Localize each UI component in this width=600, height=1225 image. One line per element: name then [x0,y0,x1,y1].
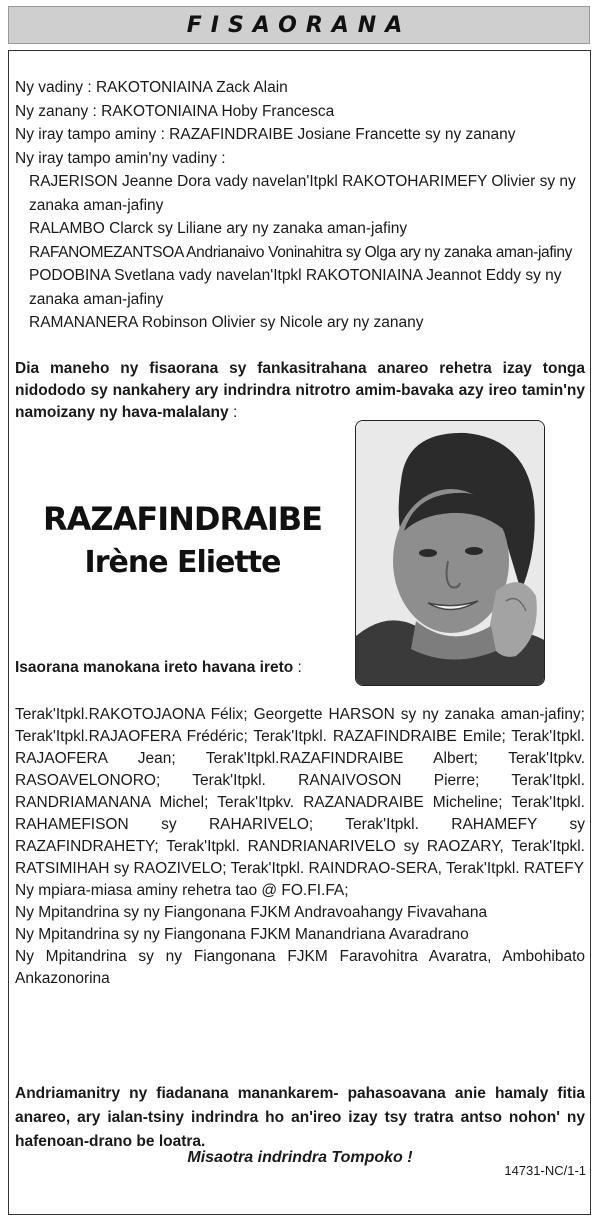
special-thanks-label: Isaorana manokana ireto havana ireto [15,659,294,676]
family-line-in-laws-label: Ny iray tampo amin'ny vadiny : [15,149,226,167]
portrait-image [356,421,545,686]
family-line-spouse: Ny vadiny : RAKOTONIAINA Zack Alain [15,79,288,96]
family-list [15,76,590,335]
special-thanks-heading [15,659,302,677]
deceased-given-names: Irène Eliette [84,545,281,580]
intro-paragraph [15,358,585,424]
relatives-list: Terak'Itpkl.RAKOTOJAONA Félix; Georgette HARSON sy ny zanaka aman-jafiny; Terak'Itpkl.RAJAOFERA Frédéric; Terak'Itpkl. RAZAFINDRAIBE Emile; Terak'Itpkl. RAJAOFERA Jean; Terak'Itpkl.RAZAFINDRAIBE Albert; Terak'Itpkv. RASOAVELONORO; Terak'Itpkl. RANAIVOSON Pierre; Terak'Itpkl. RANDRIAMANANA Michel; Terak'Itpkv. RAZANADRAIBE Micheline; Terak'Itpkl. RAHAMEFISON sy RAHARIVELO; Terak'Itpkl. RAHAMEFY sy RAZAFINDRAHETY; Terak'Itpkl. RANDRIANARIVELO sy RAOZARY, Terak'Itpkl. RATSIMIHAH sy RAOZIVELO; Terak'Itpkl. RAINDRAO-SERA, Terak'Itpkl. RATEFY [15,706,585,877]
church-line: Ny Mpitandrina sy ny Fiangonana FJKM Faravohitra Avaratra, Ambohibato Ankazonorina [15,948,585,987]
page-title: FISAORANA [186,13,412,38]
special-thanks-colon: : [293,659,302,676]
in-law-entry: RALAMBO Clarck sy Liliane ary ny zanaka aman-jafiny [29,220,408,237]
closing-paragraph: Andriamanitry ny fiadanana manankarem- pahasoavana anie hamaly fitia anareo, ary ialan-tsiny indrindra ho an'ireo izay tsy tratra antso nohon' ny hafenoan-drano be loatra. [15,1085,585,1150]
in-law-entry: PODOBINA Svetlana vady navelan'Itpkl RAKOTONIAINA Jeannot Eddy sy ny zanaka aman-jafiny [29,267,562,308]
title-banner [8,6,590,44]
colleagues-line: Ny mpiara-miasa aminy rehetra tao @ FO.FI.FA; [15,882,349,899]
family-line-child: Ny zanany : RAKOTONIAINA Hoby Francesca [15,102,335,120]
thanks-list [15,704,585,990]
in-law-entry: RAFANOMEZANTSOA Andrianaivo Voninahitra sy Olga ary ny zanaka aman-jafiny [29,243,573,261]
in-law-entry: RAMANANERA Robinson Olivier sy Nicole ary ny zanany [29,314,424,331]
family-line-sibling: Ny iray tampo aminy : RAZAFINDRAIBE Josiane Francette sy ny zanany [15,126,516,143]
church-line: Ny Mpitandrina sy ny Fiangonana FJKM Manandriana Avaradrano [15,926,469,943]
in-law-entry: RAJERISON Jeanne Dora vady navelan'Itpkl RAKOTOHARIMEFY Olivier sy ny zanaka aman-jafiny [29,173,576,214]
intro-colon: : [228,404,238,421]
reference-code: 14731-NC/1-1 [504,1163,586,1178]
portrait-photo [355,420,545,686]
intro-text: Dia maneho ny fisaorana sy fankasitrahana anareo rehetra izay tonga nidododo sy nankahery ary indrindra nitrotro amim-bavaka azy ireo tamin'ny namoizany ny hava-malalany [15,360,585,421]
deceased-surname: RAZAFINDRAIBE [42,500,323,538]
final-thanks: Misaotra indrindra Tompoko ! [187,1149,413,1166]
church-line: Ny Mpitandrina sy ny Fiangonana FJKM Andravoahangy Fivavahana [15,904,488,921]
